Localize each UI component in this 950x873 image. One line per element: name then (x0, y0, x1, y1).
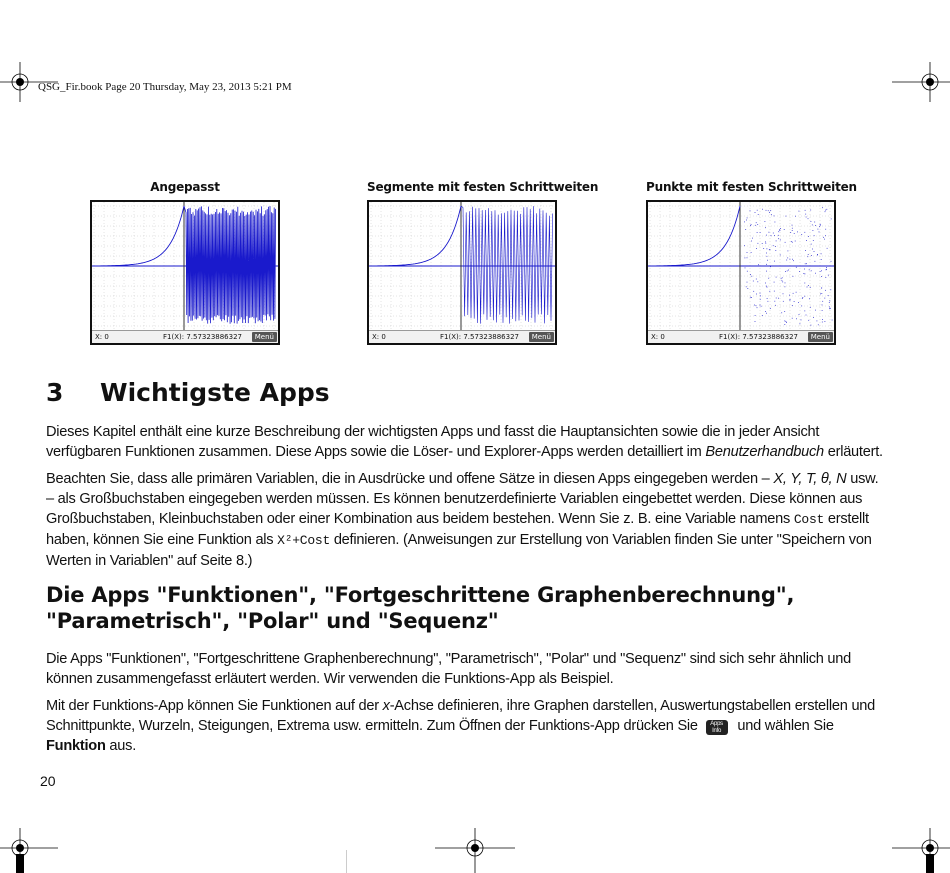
text-run: erläutert. (823, 444, 883, 460)
x-readout: X: 0 (95, 333, 109, 341)
registration-mark-bottom-left (0, 828, 60, 873)
text-run: usw. – als Großbuchstaben eingegeben werden müssen. Es können benutzerdefinierte Variablen eingebettet werden. Diese können aus Großbuchstaben, Kleinbuchstaben oder einer Kombination aus beidem bestehen. Wenn Sie z. B. eine Variable namens (46, 471, 879, 527)
screen-block-angepasst (90, 180, 280, 345)
menu-button[interactable]: Menü (252, 332, 277, 342)
center-cut-line (346, 850, 347, 873)
text-run: und wählen Sie (733, 718, 834, 734)
text-run: -Achse definieren, ihre Graphen darstellen, Auswertungstabellen erstellen und Schnittpunkte, Wurzeln, Steigungen, Extrema usw. ermitteln. Zum Öffnen der Funktions-App drücken Sie (46, 698, 876, 734)
code-text: Cost (793, 512, 825, 527)
screen-block-segmente (367, 180, 599, 345)
menu-button[interactable]: Menü (808, 332, 833, 342)
key-label-bottom: Info (712, 728, 722, 734)
plot-area (369, 202, 555, 330)
section-paragraph-1: Die Apps "Funktionen", "Fortgeschrittene Graphenberechnung", "Parametrisch", "Polar" und "Sequenz" sind sich sehr ähnlich und können zusammengefasst erläutert werden. Wir verwenden die Funktions-App als Beispiel. (46, 651, 852, 687)
x-readout: X: 0 (651, 333, 665, 341)
screen-title: Segmente mit festen Schrittweiten (367, 180, 599, 194)
function-readout: F1(X): 7.57323886327 (163, 333, 242, 341)
chapter-title: Wichtigste Apps (100, 378, 330, 407)
intro-paragraph-1 (46, 422, 886, 462)
registration-mark-bottom-right (890, 828, 950, 873)
print-header: QSG_Fir.book Page 20 Thursday, May 23, 2013 5:21 PM (38, 81, 292, 93)
section-heading: Die Apps "Funktionen", "Fortgeschrittene Graphenberechnung", "Parametrisch", "Polar" und "Sequenz" (46, 583, 795, 633)
key-label-top: Apps (710, 721, 723, 727)
text-run: definieren. (Anweisungen zur Erstellung von Variablen finden Sie unter "Speichern von Werten in Variablen" auf Seite 8.) (46, 532, 872, 569)
calculator-screen (90, 200, 280, 345)
plot-area (648, 202, 834, 330)
status-bar (92, 330, 278, 343)
variable-list: X, Y, T, θ, N (773, 471, 847, 487)
screen-title: Angepasst (150, 180, 220, 194)
section-paragraph-2 (46, 696, 886, 756)
screen-block-punkte (646, 180, 857, 345)
intro-paragraph-2 (46, 469, 886, 571)
status-bar (369, 330, 555, 343)
bold-text: Funktion (46, 738, 106, 754)
calculator-screen (367, 200, 557, 345)
status-bar (648, 330, 834, 343)
curve-oscillation (184, 206, 276, 324)
menu-button[interactable]: Menü (529, 332, 554, 342)
text-run: Beachten Sie, dass alle primären Variablen, die in Ausdrücke und offene Sätze in diesen Apps eingegeben werden – (46, 471, 774, 487)
registration-mark-bottom-center (435, 828, 515, 873)
page-number: 20 (40, 773, 56, 789)
chapter-heading (46, 378, 330, 407)
function-readout: F1(X): 7.57323886327 (440, 333, 519, 341)
chapter-number: 3 (46, 378, 64, 407)
function-readout: F1(X): 7.57323886327 (719, 333, 798, 341)
plot-area (92, 202, 278, 330)
text-run: Mit der Funktions-App können Sie Funktionen auf der (46, 698, 383, 714)
code-text: X²+Cost (277, 533, 331, 548)
italic-text: x (382, 698, 390, 714)
text-run: erstellt haben, können Sie eine Funktion als (46, 511, 869, 548)
registration-mark-top-right (890, 62, 950, 102)
calculator-screen (646, 200, 836, 345)
x-readout: X: 0 (372, 333, 386, 341)
text-run: aus. (105, 738, 136, 754)
screen-title: Punkte mit festen Schrittweiten (646, 180, 857, 194)
apps-info-key-icon (706, 720, 728, 735)
text-run: Dieses Kapitel enthält eine kurze Beschreibung der wichtigsten Apps und fasst die Hauptansichten sowie die in jeder Ansicht verfügbaren Funktionen zusammen. Diese Apps sowie die Löser- und Explorer-Apps werden detailliert im (46, 424, 820, 460)
italic-text: Benutzerhandbuch (705, 444, 824, 460)
